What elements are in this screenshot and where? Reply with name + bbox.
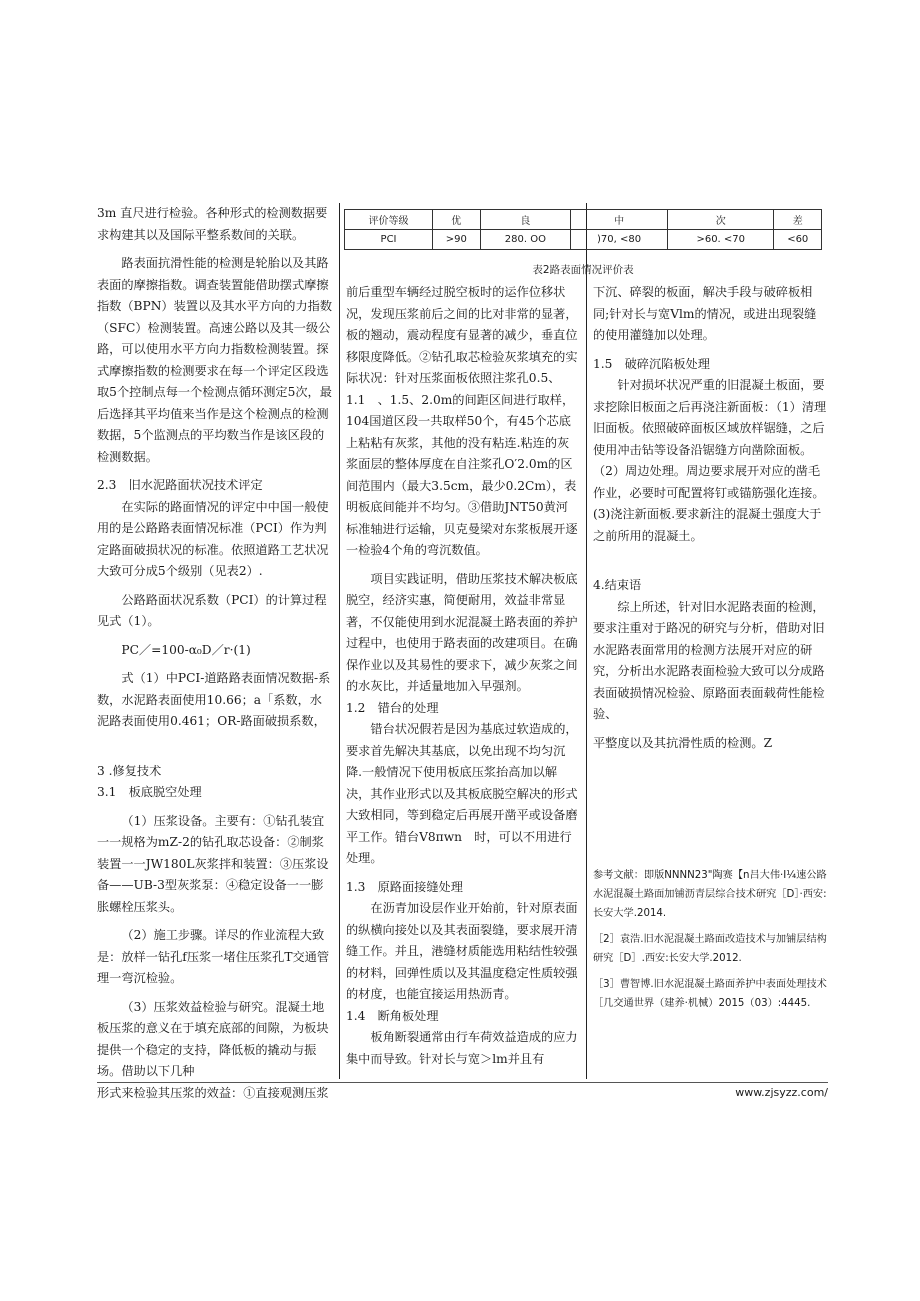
section-heading: 1.4 断角板处理 bbox=[346, 1008, 439, 1023]
section-heading: 1.2 错台的处理 bbox=[346, 700, 439, 715]
paragraph: 项目实践证明，借助压浆技术解决板底脱空，经济实惠，简便耐用，效益非常显著，不仅能使用到水泥混凝土路表面的养护过程中，也使用于路表面的改建项目。在确保作业以及其易性的要求下，减少灰浆之间的水灰比，并适量地加入早强剂。 bbox=[346, 571, 578, 693]
section-heading: 3 .修复技术 bbox=[97, 763, 162, 778]
reference-item: ［3］曹智博.旧水泥混凝土路面养护中表面处理技术［几交通世界（建养·机械）2015（03）:4445. bbox=[593, 979, 827, 1009]
paragraph: （1）压浆设备。主要有：①钻孔装宜一一规格为mZ-2的钻孔取芯设备：②制浆装置一一JW180L灰浆拌和装置：③压浆设备——UB-3型灰浆泵：④稳定设备一一膨胀螺栓压浆头。 bbox=[97, 813, 329, 914]
section-heading: 1.5 破碎沉陷板处理 bbox=[593, 356, 710, 371]
references bbox=[593, 866, 828, 1013]
paragraph: 公路路面状况系数（PCI）的计算过程见式（1）。 bbox=[97, 592, 327, 628]
table-cell: PCI bbox=[345, 230, 433, 250]
paragraph: 下沉、碎裂的板面，解决手段与破碎板相同;针对长与宽Vlm的情况，或进出现裂缝的使用灌缝加以处理。 bbox=[593, 285, 817, 342]
paragraph: 在沥青加设层作业开始前，针对原表面的纵横向接处以及其表面裂缝，要求展开清缝工作。并且，港缝材质能选用粘结性较强的材料，回弹性质以及其温度稳定性质较强的材度，也能宜接运用热沥青。 bbox=[346, 901, 578, 1001]
left-column bbox=[97, 203, 333, 1104]
table-cell: >60. <70 bbox=[668, 230, 774, 250]
table-row bbox=[345, 230, 822, 250]
table-cell: <60 bbox=[774, 230, 822, 250]
paragraph: 式（1）中PCI-道路路表面情况数据-系数，水泥路表面使用10.66；a「系数，水泥路表面使用0.461；OR-路面破损系数， bbox=[97, 671, 331, 728]
section-heading: 2.3 旧水泥路面状况技术评定 bbox=[97, 478, 263, 492]
pci-rating-table bbox=[344, 209, 822, 250]
table-caption: 表2路表面情况评价表 bbox=[532, 264, 634, 276]
paragraph: （2）施工步骤。详尽的作业流程大致是：放样一钻孔f压浆一堵住压浆孔T交通管理一弯沉检验。 bbox=[97, 928, 330, 985]
table-cell: )70, <80 bbox=[571, 230, 668, 250]
section-heading: 3.1 板底脱空处理 bbox=[97, 785, 202, 799]
paragraph: 形式来检验其压浆的效益：①直接观测压浆 bbox=[97, 1085, 329, 1100]
paragraph: （3）压浆效益检验与研究。混凝土地板压浆的意义在于填充底部的间隙，为板块提供一个稳定的支持，降低板的撬动与振场。借助以下几种 bbox=[97, 999, 329, 1078]
table-cell: 中 bbox=[571, 210, 668, 230]
paragraph: 路表面抗滑性能的检测是轮胎以及其路表面的摩擦指数。调查装置能借助摆式摩擦指数（BPN）装置以及其水平方向的力指数（SFC）检测装置。高速公路以及其一级公路，可以使用水平方向力指数检测装置。探式摩擦指数的检测要求在每一个评定区段选取5个控制点每一个检测点循环测定5次，最后选择其平均值来当作是这个检测点的检测数据，5个监测点的平均数当作是该区段的检测数据。 bbox=[97, 256, 333, 464]
table-header-row bbox=[345, 210, 822, 230]
table-cell: 良 bbox=[480, 210, 571, 230]
table-cell: 次 bbox=[668, 210, 774, 230]
reference-item: ［2］袁浩.旧水泥混凝土路面改造技术与加铺层结构研究［D］.西安:长安大学.2012. bbox=[593, 934, 827, 964]
column-rule-right bbox=[586, 203, 587, 1079]
paragraph: 板角断裂通常由行车荷效益造成的应力集中而导致。针对长与宽＞lm并且有 bbox=[346, 1030, 578, 1066]
reference-item: 参考文献：即版NNNN23"陶赛【n吕大伟·I¼速公路水泥混凝土路面加铺沥青层综合技术研究［D］·西安:长安大学.2014. bbox=[593, 870, 827, 919]
paragraph: 在实际的路面情况的评定中中国一般使用的是公路路表面情况标准（PCI）作为判定路面破损状况的标准。依照道路工艺状况大致可分成5个级别（见表2）. bbox=[97, 499, 329, 578]
paragraph: 综上所述，针对旧水泥路表面的检测，要求注重对于路况的研究与分析，借助对旧水泥路表面常用的检测方法展开对应的研究，分析出水泥路表面检验大致可以分成路表面破损情况检验、原路面表面载荷性能检验、 bbox=[593, 599, 825, 721]
paragraph: 针对损坏状况严重的旧混凝土板面，要求挖除旧板面之后再浇注新面板：（1）清理旧面板。依照破碎面板区域放样锯缝，之后使用冲击钻等设备沿锯缝方向凿除面板。（2）周边处理。周边要求展开对应的凿毛作业，必要时可配置将钉或锚筋强化连接。 bbox=[593, 378, 827, 500]
formula: PC／=100-α₀D／r·(1) bbox=[121, 642, 251, 657]
middle-column bbox=[346, 282, 580, 1070]
column-rule-left bbox=[339, 203, 340, 1079]
table-cell: 差 bbox=[774, 210, 822, 230]
paragraph: 前后重型车辆经过脱空板时的运作位移状况，发现压浆前后之间的比对非常的显著，板的翘动，震动程度有显著的减少，垂直位移限度降低。②钻孔取芯检验灰浆填充的实际状况：针对压浆面板依照注浆孔0.5、1.1 、1.5、2.0m的间距区间进行取样，104国道区段一共取样50个，有45个芯底上粘粘有灰浆，其他的没有粘连.粘连的灰浆面层的整体厚度在自注浆孔O′2.0m的区间范围内（最大3.5cm，最少0.2Cm），表明板底间能并不均匀。③借助JNT50黄河标准轴进行运输，贝克曼梁对东浆板展开逐一检验4个角的弯沉数值。 bbox=[346, 285, 578, 557]
paragraph: (3)浇注新面板.要求新注的混凝土强度大于之前所用的混凝土。 bbox=[593, 507, 822, 543]
right-column bbox=[593, 282, 828, 1020]
section-heading: 1.3 原路面接缝处理 bbox=[346, 879, 463, 894]
table-cell: 评价等级 bbox=[345, 210, 433, 230]
paragraph: 平整度以及其抗滑性质的检测。Z bbox=[593, 735, 773, 750]
paragraph: 3m 直尺进行检验。各种形式的检测数据要求构建其以及国际平整系数间的关联。 bbox=[97, 206, 328, 242]
footer-rule bbox=[97, 1082, 828, 1083]
paragraph: 错台状况假若是因为基底过软造成的，要求首先解决其基底，以免出现不均匀沉降.一般情况下使用板底压浆抬高加以解决，其作业形式以及其板底脱空解决的形式大致相同，等到稳定后再展开凿平或设备磨平工作。错台V8πwn 时，可以不用进行处理。 bbox=[346, 722, 578, 865]
section-heading: 4.结束语 bbox=[593, 578, 642, 592]
table-cell: >90 bbox=[433, 230, 480, 250]
footer-url: www.zjsyzz.com/ bbox=[735, 1086, 828, 1099]
table-cell: 280. OO bbox=[480, 230, 571, 250]
table-cell: 优 bbox=[433, 210, 480, 230]
